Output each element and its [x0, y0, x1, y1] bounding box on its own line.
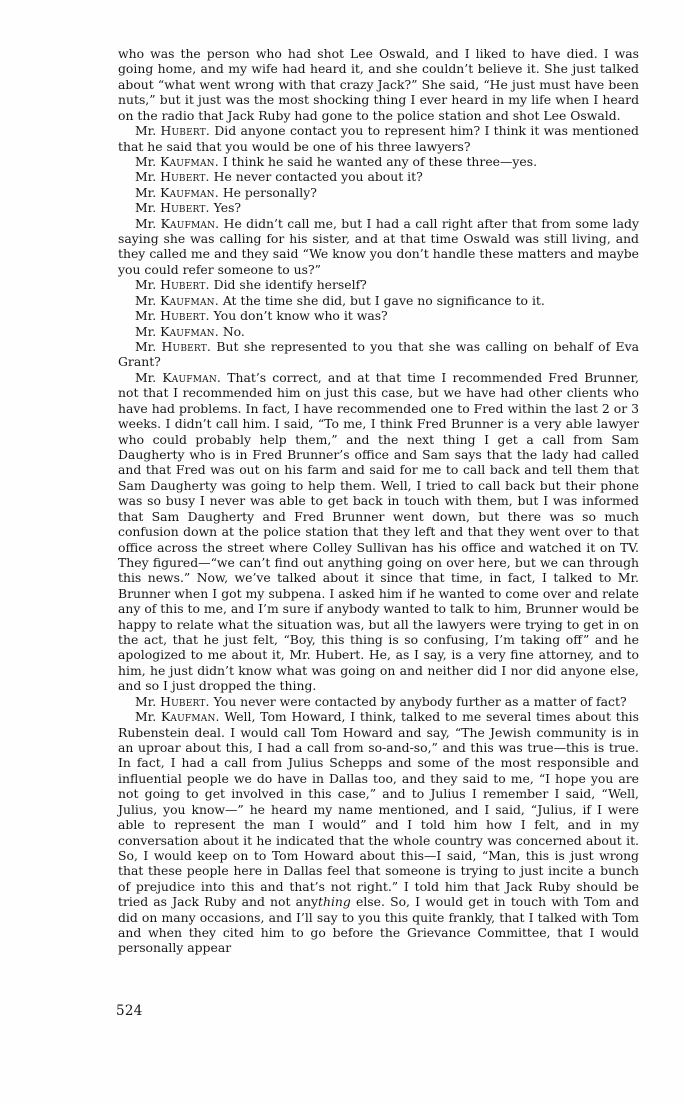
paragraph-text: At the time she did, but I gave no significance to it. [222, 292, 545, 308]
speaker-label: Mr. Hubert. [135, 277, 210, 293]
testimony-paragraph [118, 154, 639, 169]
speaker-label: Mr. Kaufman. [135, 323, 219, 339]
page-number: 524 [116, 1003, 143, 1019]
testimony-paragraph [118, 169, 639, 184]
speaker-name: Hubert. [160, 123, 211, 139]
paragraph-text: You never were contacted by anybody further as a matter of fact? [213, 693, 627, 709]
speaker-name: Kaufman. [160, 709, 220, 725]
paragraph-text: Did she identify herself? [213, 277, 367, 293]
testimony-paragraph [118, 46, 639, 123]
speaker-name: Kaufman. [162, 369, 222, 385]
paragraph-text: He didn’t call me, but I had a call right after that from some lady saying she was calling for his sister, and at that time Oswald was still living, and they called me and they said “We know you don’t handle these matters and maybe you could refer someone to us?” [118, 215, 639, 277]
speaker-label: Mr. Hubert. [135, 308, 210, 324]
paragraph-text: Did anyone contact you to represent him? I think it was mentioned that he said that you would be one of his three lawyers? [118, 123, 639, 154]
speaker-name: Kaufman. [160, 323, 219, 339]
speaker-name: Kaufman. [160, 184, 219, 200]
paragraph-text: Yes? [213, 200, 242, 216]
speaker-name: Hubert. [160, 277, 210, 293]
paragraph-text: That’s correct, and at that time I recommended Fred Brunner, not that I recommended him on just this case, but we have had other clients who have had problems. In fact, I have recommended one to Fred within the last 2 or 3 weeks. I didn’t call him. I said, “To me, I think Fred Brunner is a very able lawyer who could probably help them,” and the next thing I get a call from Sam Daugherty who is in Fred Brunner’s office and Sam says that the lady had called and that Fred was out on his farm and said for me to call back and tell them that Sam Daugherty was going to help them. Well, I tried to call back but their phone was so busy I never was able to get back in touch with them, but I was informed that Sam Daugherty and Fred Brunner went down, but there was so much confusion down at the police station that they left and that they went over to that office across the street where Colley Sullivan has his office and watched it on TV. They figured—“we can’t find out anything going on over here, but we can through this news.” Now, we’ve talked about it since that time, in fact, I talked to Mr. Brunner when I got my subpena. I asked him if he wanted to come over and relate any of this to me, and I’m sure if anybody wanted to talk to him, Brunner would be happy to relate what the situation was, but all the lawyers were trying to get in on the act, that he just felt, “Boy, this thing is so confusing, I’m taking off” and he apologized to me about it, Mr. Hubert. He, as I say, is a very fine attorney, and to him, he just didn’t know what was going on and neither did I nor did anyone else, and so I just dropped the thing. [118, 369, 639, 694]
testimony-paragraph [118, 339, 639, 370]
speaker-label: Mr. Hubert. [135, 200, 210, 216]
testimony-paragraph [118, 308, 639, 323]
speaker-name: Hubert. [161, 339, 212, 355]
paragraph-text: No. [222, 323, 245, 339]
paragraph-text: Well, Tom Howard, I think, talked to me several times about this Rubenstein deal. I would call Tom Howard and say, “The Jewish community is in an uproar about this, I had a call from so-and-so,” and this was true—this is true. In fact, I had a call from Julius Schepps and some of the most responsible and influential people we do have in Dallas too, and they said to me, “I hope you are not going to get involved in this case,” and to Julius I remember I said, “Well, Julius, you know—” he heard my name mentioned, and I said, “Julius, if I were able to represent the man I would” and I told him how I felt, and in my conversation about it he indicated that the whole country was concerned about it. So, I would keep on to Tom Howard about this—I said, “Man, this is just wrong that these people here in Dallas feel that someone is trying to just incite a bunch of prejudice into this and that’s not right.” I told him that Jack Ruby should be tried as Jack Ruby and not any [118, 709, 639, 910]
paragraph-text: He never contacted you about it? [213, 169, 423, 185]
paragraph-text: But she represented to you that she was calling on behalf of Eva Grant? [118, 339, 639, 370]
testimony-paragraph [118, 200, 639, 215]
speaker-label: Mr. Kaufman. [135, 153, 219, 169]
paragraph-text: You don’t know who it was? [213, 308, 388, 324]
speaker-name: Hubert. [160, 169, 210, 185]
speaker-label: Mr. Hubert. [135, 693, 210, 709]
speaker-label: Mr. Hubert. [135, 339, 212, 355]
speaker-label: Mr. Kaufman. [135, 215, 220, 231]
testimony-paragraph [118, 709, 639, 956]
speaker-label: Mr. Hubert. [135, 123, 211, 139]
speaker-name: Kaufman. [160, 292, 219, 308]
paragraph-text: I think he said he wanted any of these three—yes. [222, 153, 538, 169]
speaker-label: Mr. Kaufman. [135, 369, 222, 385]
speaker-label: Mr. Kaufman. [135, 709, 220, 725]
speaker-name: Hubert. [160, 200, 210, 216]
paragraph-text: He personally? [222, 184, 317, 200]
testimony-paragraph [118, 216, 639, 278]
speaker-name: Kaufman. [160, 215, 220, 231]
speaker-name: Kaufman. [160, 153, 219, 169]
testimony-paragraph [118, 293, 639, 308]
paragraph-text: who was the person who had shot Lee Oswald, and I liked to have died. I was going home, and my wife had heard it, and she couldn’t believe it. She just talked about “what went wrong with that crazy Jack?” She said, “He just must have been nuts,” but it just was the most shocking thing I ever heard in my life when I heard on the radio that Jack Ruby had gone to the police station and shot Lee Oswald. [118, 46, 639, 123]
testimony-paragraph [118, 694, 639, 709]
speaker-label: Mr. Hubert. [135, 169, 210, 185]
paragraph-text: else. So, I would get in touch with Tom and did on many occasions, and I’ll say to you this quite frankly, that I talked with Tom and when they cited him to go before the Grievance Committee, that I would personally appear [118, 894, 639, 956]
testimony-text [118, 46, 639, 956]
speaker-name: Hubert. [160, 693, 210, 709]
testimony-paragraph [118, 324, 639, 339]
testimony-paragraph [118, 185, 639, 200]
paragraph-italic-text: thing [318, 894, 351, 910]
speaker-label: Mr. Kaufman. [135, 184, 219, 200]
speaker-label: Mr. Kaufman. [135, 292, 219, 308]
testimony-paragraph [118, 123, 639, 154]
testimony-paragraph [118, 370, 639, 694]
speaker-name: Hubert. [160, 308, 210, 324]
testimony-paragraph [118, 277, 639, 292]
